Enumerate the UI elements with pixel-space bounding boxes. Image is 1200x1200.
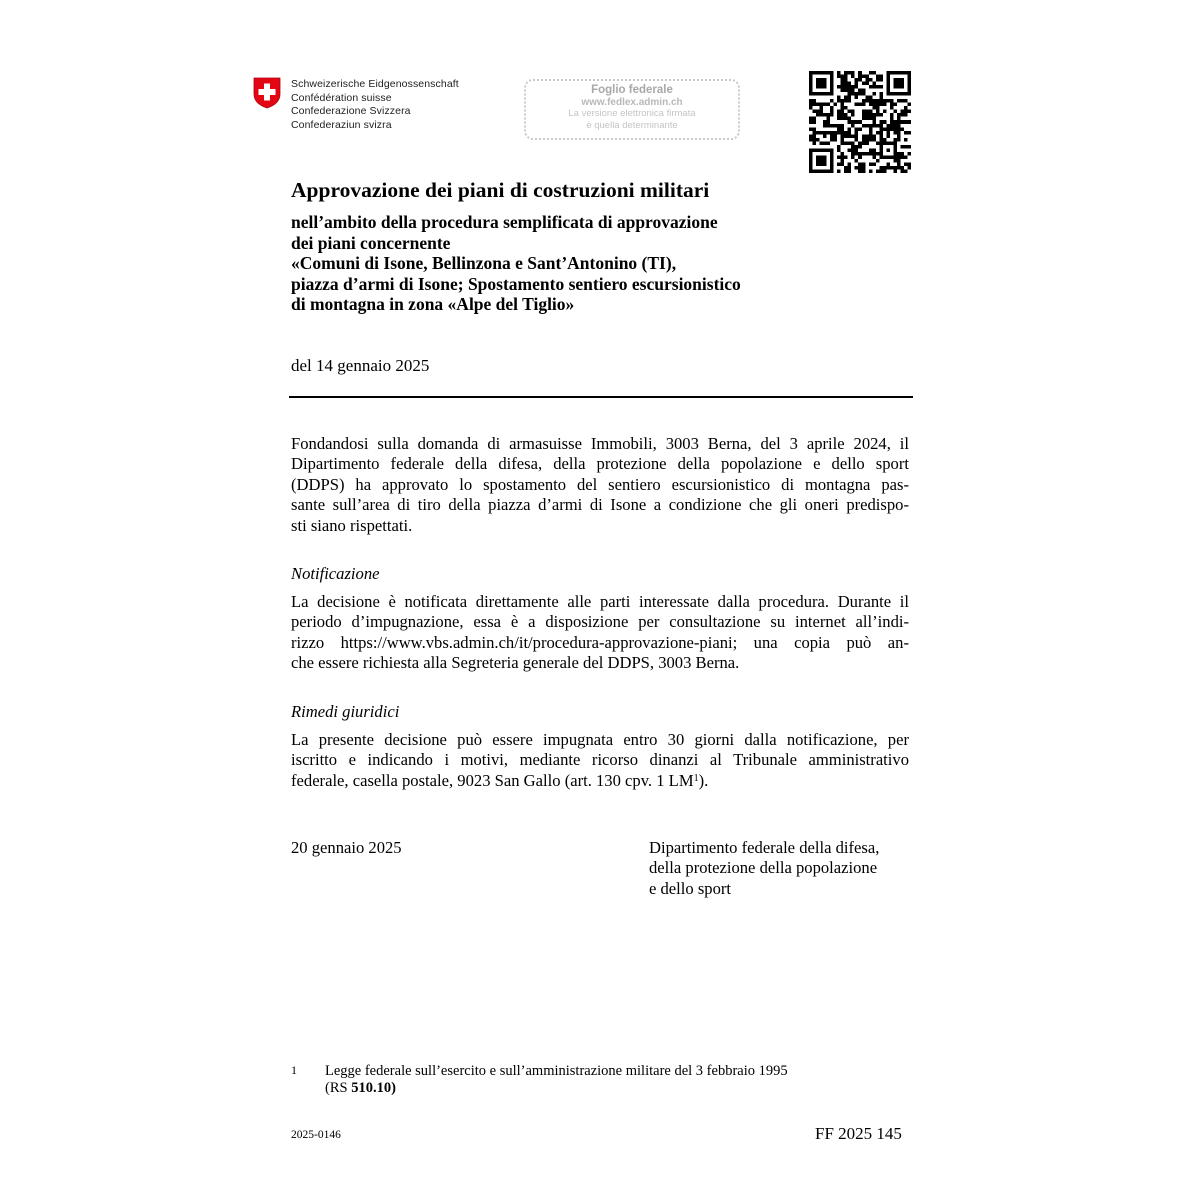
signature-department	[649, 838, 879, 899]
footnote-text	[325, 1063, 788, 1097]
section-heading-notification: Notificazione	[291, 564, 380, 583]
footnote-line: Legge federale sull’esercito e sull’amministrazione militare del 3 febbraio 1995	[325, 1063, 788, 1079]
authority-line: Schweizerische Eidgenossenschaft	[291, 78, 459, 90]
subtitle-line: «Comuni di Isone, Bellinzona e Sant’Antonino (TI),	[291, 253, 677, 273]
footnote-ref[interactable]: 1	[693, 772, 699, 784]
stamp-title: Foglio federale	[591, 84, 673, 96]
issue-date: del 14 gennaio 2025	[291, 356, 430, 375]
paragraph-line: (DDPS) ha approvato lo spostamento del sentiero escursionistico di montagna pas-	[291, 474, 909, 494]
document-number: 2025-0146	[291, 1129, 341, 1141]
paragraph-line: iscritto e indicando i motivi, mediante ricorso dinanzi al Tribunale amministrativo	[291, 750, 909, 770]
paragraph-line-text: federale, casella postale, 9023 San Gallo (art. 130 cpv. 1 LM	[291, 770, 694, 790]
paragraph-line: sante sull’area di tiro della piazza d’armi di Isone a condizione che gli oneri predispo-	[291, 495, 909, 515]
paragraph-line: La presente decisione può essere impugnata entro 30 giorni dalla notificazione, per	[291, 730, 909, 749]
authority-line: Confederaziun svizra	[291, 118, 392, 131]
legal-remedies-paragraph	[291, 730, 909, 791]
paragraph-line	[291, 771, 909, 791]
section-heading-legal-remedies: Rimedi giuridici	[291, 702, 400, 721]
footnote-line	[325, 1080, 788, 1097]
paragraph-line-tail: ).	[698, 770, 709, 790]
divider	[289, 396, 913, 398]
paragraph-line: La decisione è notificata direttamente alle parti interessate dalla procedura. Durante il	[291, 592, 909, 611]
footnote-prefix: (RS	[325, 1080, 352, 1096]
stamp-note: La versione elettronica firmata	[568, 108, 696, 119]
authority-line: Confederazione Svizzera	[291, 105, 411, 117]
document-title: Approvazione dei piani di costruzioni militari	[291, 178, 710, 202]
intro-paragraph	[291, 434, 909, 536]
subtitle-line: nell’ambito della procedura semplificata di approvazione	[291, 212, 718, 232]
electronic-version-stamp	[524, 79, 740, 140]
swiss-cross-icon	[253, 77, 281, 109]
document-subtitle	[291, 212, 741, 315]
authority-lines	[291, 78, 459, 132]
subtitle-line: piazza d’armi di Isone; Spostamento sentiero escursionistico	[291, 273, 741, 294]
department-line: della protezione della popolazione	[649, 858, 878, 878]
federal-gazette-reference: FF 2025 145	[815, 1124, 902, 1143]
department-line: e dello sport	[649, 878, 732, 898]
authority-line: Confédération suisse	[291, 91, 392, 104]
paragraph-line: Dipartimento federale della difesa, della protezione della popolazione e dello sport	[291, 454, 909, 474]
paragraph-line: che essere richiesta alla Segreteria generale del DDPS, 3003 Berna.	[291, 653, 740, 673]
notification-paragraph	[291, 592, 909, 674]
stamp-url: www.fedlex.admin.ch	[581, 97, 683, 108]
subtitle-line: dei piani concernente	[291, 232, 451, 253]
paragraph-line: periodo d’impugnazione, essa è a disposizione per consultazione su internet all’indi-	[291, 612, 909, 632]
qr-code-icon	[809, 71, 911, 173]
footnote-sr-number: 510.10)	[351, 1080, 396, 1096]
paragraph-line: sti siano rispettati.	[291, 515, 413, 535]
stamp-note: è quella determinante	[586, 120, 678, 131]
paragraph-line: Fondandosi sulla domanda di armasuisse Immobili, 3003 Berna, del 3 aprile 2024, il	[291, 434, 909, 453]
signature-date: 20 gennaio 2025	[291, 838, 402, 857]
footnote-number: 1	[291, 1063, 297, 1077]
paragraph-line: rizzo https://www.vbs.admin.ch/it/procedura-approvazione-piani; una copia può an-	[291, 632, 909, 652]
department-line: Dipartimento federale della difesa,	[649, 838, 880, 857]
subtitle-line: di montagna in zona «Alpe del Tiglio»	[291, 294, 575, 314]
